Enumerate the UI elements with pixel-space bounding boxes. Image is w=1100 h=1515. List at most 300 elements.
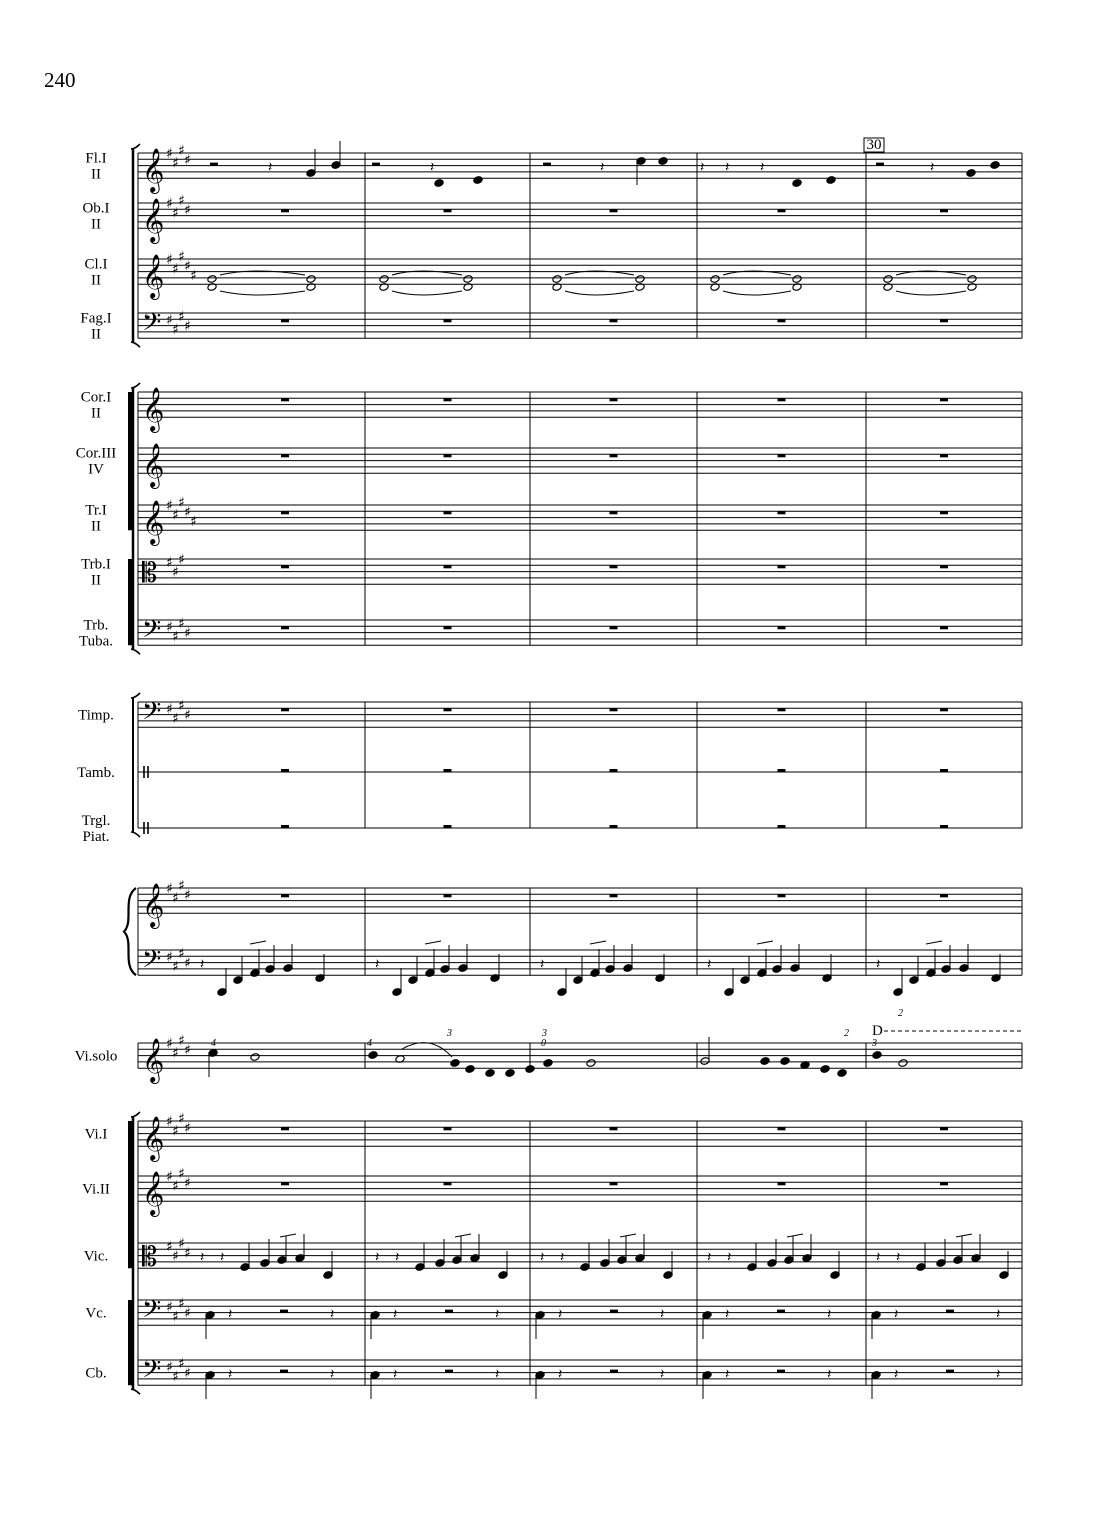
instrument-label-trb12-sub: II bbox=[91, 572, 101, 589]
note-head bbox=[967, 275, 977, 284]
measure-rest bbox=[940, 894, 948, 897]
key-signature-sharp: ♯ bbox=[172, 1248, 179, 1265]
fingering: 4 bbox=[211, 1038, 216, 1049]
measure-rest bbox=[610, 769, 618, 772]
measure-rest bbox=[444, 511, 452, 514]
half-rest bbox=[280, 1370, 288, 1373]
key-signature-sharp: ♯ bbox=[178, 1236, 185, 1252]
note-head bbox=[780, 1057, 790, 1066]
treble-clef: 𝄞 bbox=[142, 254, 165, 298]
quarter-rest: 𝄽 bbox=[827, 1306, 832, 1323]
key-signature-sharp: ♯ bbox=[184, 1120, 191, 1137]
key-signature-sharp: ♯ bbox=[166, 555, 173, 572]
key-signature-sharp: ♯ bbox=[184, 318, 191, 335]
treble-clef: 𝄞 bbox=[142, 443, 165, 487]
key-signature-sharp: ♯ bbox=[166, 701, 173, 718]
measure-rest bbox=[778, 565, 786, 568]
bracket-hook bbox=[131, 649, 140, 654]
measure-rest bbox=[940, 511, 948, 514]
staves bbox=[138, 153, 1022, 1385]
key-signature-sharp: ♯ bbox=[172, 890, 179, 907]
instrument-label-cl: Cl.I bbox=[84, 256, 108, 273]
piano-brace bbox=[124, 888, 136, 975]
key-signature-sharp: ♯ bbox=[166, 252, 173, 268]
half-rest bbox=[777, 1310, 785, 1313]
quarter-rest: 𝄽 bbox=[393, 1306, 398, 1323]
key-signature-sharp: ♯ bbox=[184, 1042, 191, 1059]
instrument-label-timp: Timp. bbox=[78, 707, 114, 724]
note-head bbox=[883, 275, 893, 284]
measure-rest bbox=[940, 454, 948, 457]
key-signature-sharp: ♯ bbox=[172, 1045, 179, 1062]
treble-clef: 𝄞 bbox=[142, 500, 165, 544]
key-signature-sharp: ♯ bbox=[178, 142, 185, 159]
key-signature-sharp: ♯ bbox=[178, 1165, 185, 1182]
quarter-rest: 𝄽 bbox=[495, 1306, 500, 1323]
clefs-and-key-signatures bbox=[142, 143, 197, 1390]
tie bbox=[220, 291, 305, 295]
note-head bbox=[434, 179, 444, 188]
measure-rest bbox=[281, 319, 289, 322]
instrument-label-vla: Vic. bbox=[83, 1248, 109, 1265]
instrument-label-ob: Ob.I bbox=[82, 200, 110, 217]
key-signature-sharp: ♯ bbox=[166, 949, 173, 966]
measure-rest bbox=[778, 1127, 786, 1130]
measure-rest bbox=[778, 825, 786, 828]
key-signature-sharp: ♯ bbox=[178, 192, 185, 209]
fingering: 3 bbox=[542, 1028, 547, 1039]
instrument-label-vc: Vc. bbox=[85, 1305, 107, 1322]
key-signature-sharp: ♯ bbox=[172, 1123, 179, 1140]
tenuto-mark bbox=[926, 941, 942, 944]
instrument-label-cb: Cb. bbox=[85, 1365, 107, 1382]
quarter-rest: 𝄽 bbox=[560, 1249, 565, 1266]
bracket-hook bbox=[131, 832, 140, 837]
treble-clef: 𝄞 bbox=[142, 198, 165, 242]
key-signature-sharp: ♯ bbox=[166, 498, 173, 514]
quarter-rest: 𝄽 bbox=[930, 159, 935, 176]
note-head bbox=[463, 275, 473, 284]
quarter-rest: 𝄽 bbox=[660, 1306, 665, 1323]
key-signature-sharp: ♯ bbox=[190, 267, 197, 284]
fingering: 3 bbox=[872, 1038, 877, 1049]
key-signature-sharp: ♯ bbox=[166, 619, 173, 636]
measure-rest bbox=[778, 209, 786, 212]
measure-rest bbox=[444, 1127, 452, 1130]
quarter-rest: 𝄽 bbox=[200, 956, 205, 973]
key-signature-sharp: ♯ bbox=[172, 1368, 179, 1385]
note-head bbox=[635, 275, 645, 284]
treble-clef: 𝄞 bbox=[142, 883, 165, 927]
instrument-label-vl2: Vi.II bbox=[82, 1181, 110, 1198]
key-signature-sharp: ♯ bbox=[178, 552, 185, 568]
half-rest bbox=[280, 1310, 288, 1313]
key-signature-sharp: ♯ bbox=[178, 1110, 185, 1127]
measure-rest bbox=[281, 708, 289, 711]
measure-rest bbox=[940, 319, 948, 322]
key-signature-sharp: ♯ bbox=[178, 946, 185, 963]
instrument-label-trgl: Trgl. bbox=[81, 813, 111, 829]
quarter-rest: 𝄽 bbox=[268, 159, 273, 176]
key-signature-sharp: ♯ bbox=[172, 564, 179, 581]
measure-rest bbox=[778, 398, 786, 401]
fingering: 4 bbox=[367, 1038, 372, 1049]
measure-rest bbox=[610, 708, 618, 711]
measure-rest bbox=[610, 626, 618, 629]
bracket-hook bbox=[131, 693, 140, 698]
note-head bbox=[465, 1065, 475, 1074]
key-signature-sharp: ♯ bbox=[178, 1356, 185, 1373]
measure-rest bbox=[610, 565, 618, 568]
key-signature-sharp: ♯ bbox=[166, 1359, 173, 1376]
measure-rest bbox=[610, 1182, 618, 1185]
quarter-rest: 𝄽 bbox=[375, 1249, 380, 1266]
quarter-rest: 𝄽 bbox=[707, 956, 712, 973]
measure-rest bbox=[444, 1182, 452, 1185]
measure-rest bbox=[281, 1182, 289, 1185]
half-rest bbox=[543, 163, 551, 166]
measure-rest bbox=[940, 708, 948, 711]
note-head bbox=[485, 1069, 495, 1078]
key-signature-sharp: ♯ bbox=[184, 955, 191, 972]
key-signature-sharp: ♯ bbox=[190, 513, 197, 530]
key-signature-sharp: ♯ bbox=[184, 202, 191, 219]
measure-rest bbox=[940, 626, 948, 629]
treble-clef: 𝄞 bbox=[142, 387, 165, 431]
note-head bbox=[306, 275, 316, 284]
instrument-label-cor12-sub: II bbox=[91, 405, 101, 422]
string-indication: D bbox=[872, 1023, 883, 1039]
measure-rests bbox=[200, 160, 1000, 1383]
instrument-label-tr: Tr.I bbox=[85, 502, 107, 519]
half-rest bbox=[445, 1310, 453, 1313]
quarter-rest: 𝄽 bbox=[558, 1366, 563, 1383]
key-signature-sharp: ♯ bbox=[172, 321, 179, 338]
key-signature-sharp: ♯ bbox=[184, 887, 191, 904]
measure-rest bbox=[444, 454, 452, 457]
alto-clef: 𝄡 bbox=[142, 1242, 158, 1273]
measure-rest bbox=[444, 626, 452, 629]
measure-rest bbox=[444, 565, 452, 568]
key-signature-sharp: ♯ bbox=[178, 1296, 185, 1313]
key-signature-sharp: ♯ bbox=[184, 1305, 191, 1322]
instrument-label-vl1: Vi.I bbox=[84, 1126, 108, 1143]
measure-rest bbox=[444, 894, 452, 897]
note-head bbox=[379, 275, 389, 284]
key-signature-sharp: ♯ bbox=[166, 1299, 173, 1316]
performance-marks bbox=[211, 137, 1022, 1237]
measure-rest bbox=[281, 825, 289, 828]
tenuto-mark bbox=[280, 1234, 296, 1237]
measure-rest bbox=[610, 511, 618, 514]
quarter-rest: 𝄽 bbox=[876, 1249, 881, 1266]
note-head bbox=[826, 176, 836, 185]
quarter-rest: 𝄽 bbox=[660, 1366, 665, 1383]
key-signature-sharp: ♯ bbox=[178, 877, 185, 894]
quarter-rest: 𝄽 bbox=[430, 159, 435, 176]
key-signature-sharp: ♯ bbox=[166, 1114, 173, 1130]
key-signature-sharp: ♯ bbox=[166, 1169, 173, 1185]
quarter-rest: 𝄽 bbox=[896, 1249, 901, 1266]
measure-rest bbox=[281, 454, 289, 457]
quarter-rest: 𝄽 bbox=[707, 1249, 712, 1266]
instrument-label-cl-sub: II bbox=[91, 272, 101, 289]
key-signature-sharp: ♯ bbox=[172, 1178, 179, 1195]
key-signature-sharp: ♯ bbox=[178, 248, 185, 265]
measure-rest bbox=[610, 825, 618, 828]
key-signature-sharp: ♯ bbox=[172, 628, 179, 645]
notes bbox=[205, 141, 1009, 1399]
tenuto-mark bbox=[757, 941, 773, 944]
instrument-label-fl-sub: II bbox=[91, 166, 101, 183]
quarter-rest: 𝄽 bbox=[395, 1249, 400, 1266]
bass-clef: 𝄢 bbox=[142, 1295, 162, 1330]
key-signature-sharp: ♯ bbox=[172, 958, 179, 975]
note-head bbox=[658, 157, 668, 166]
measure-rest bbox=[778, 769, 786, 772]
quarter-rest: 𝄽 bbox=[725, 159, 730, 176]
quarter-rest: 𝄽 bbox=[220, 1249, 225, 1266]
key-signature-sharp: ♯ bbox=[172, 155, 179, 172]
key-signature-sharp: ♯ bbox=[166, 1036, 173, 1052]
half-rest bbox=[610, 1370, 618, 1373]
note-head bbox=[250, 1053, 260, 1062]
measure-rest bbox=[940, 1182, 948, 1185]
note-head bbox=[543, 1059, 553, 1068]
instrument-label-trgl-sub: Piat. bbox=[82, 829, 110, 845]
quarter-rest: 𝄽 bbox=[540, 1249, 545, 1266]
measure-rest bbox=[778, 454, 786, 457]
measure-rest bbox=[610, 398, 618, 401]
key-signature-sharp: ♯ bbox=[178, 698, 185, 715]
measure-rest bbox=[281, 565, 289, 568]
measure-rest bbox=[281, 398, 289, 401]
measure-rest bbox=[281, 1127, 289, 1130]
tie bbox=[392, 291, 462, 295]
bracket-hook bbox=[131, 1112, 140, 1117]
quarter-rest: 𝄽 bbox=[495, 1366, 500, 1383]
key-signature-sharp: ♯ bbox=[166, 881, 173, 897]
half-rest bbox=[777, 1370, 785, 1373]
quarter-rest: 𝄽 bbox=[760, 159, 765, 176]
quarter-rest: 𝄽 bbox=[228, 1366, 233, 1383]
tenuto-mark bbox=[455, 1234, 471, 1237]
tie bbox=[723, 291, 791, 295]
note-head bbox=[505, 1069, 515, 1078]
measure-rest bbox=[281, 209, 289, 212]
note-head bbox=[898, 1059, 908, 1068]
bass-clef: 𝄢 bbox=[142, 615, 162, 650]
measure-rest bbox=[778, 894, 786, 897]
measure-rest bbox=[940, 398, 948, 401]
instrument-label-tr-sub: II bbox=[91, 518, 101, 535]
half-rest bbox=[946, 1370, 954, 1373]
note-head bbox=[990, 161, 1000, 170]
measure-rest bbox=[778, 511, 786, 514]
key-signature-sharp: ♯ bbox=[178, 1032, 185, 1049]
key-signature-sharp: ♯ bbox=[184, 707, 191, 724]
quarter-rest: 𝄽 bbox=[330, 1366, 335, 1383]
key-signature-sharp: ♯ bbox=[166, 1239, 173, 1256]
key-signature-sharp: ♯ bbox=[184, 152, 191, 169]
quarter-rest: 𝄽 bbox=[876, 956, 881, 973]
half-rest bbox=[610, 1310, 618, 1313]
measure-rest bbox=[940, 209, 948, 212]
tenuto-mark bbox=[250, 941, 266, 944]
half-rest bbox=[876, 163, 884, 166]
quarter-rest: 𝄽 bbox=[996, 1306, 1001, 1323]
fingering: 2 bbox=[898, 1008, 903, 1019]
measure-rest bbox=[281, 511, 289, 514]
note-head bbox=[207, 275, 217, 284]
quarter-rest: 𝄽 bbox=[540, 956, 545, 973]
page-number: 240 bbox=[44, 68, 76, 92]
key-signature-sharp: ♯ bbox=[172, 507, 179, 524]
measure-rest bbox=[610, 1127, 618, 1130]
half-rest bbox=[946, 1310, 954, 1313]
key-signature-sharp: ♯ bbox=[172, 1308, 179, 1325]
quarter-rest: 𝄽 bbox=[600, 159, 605, 176]
key-signature-sharp: ♯ bbox=[178, 494, 185, 511]
quarter-rest: 𝄽 bbox=[200, 1249, 205, 1266]
tenuto-mark bbox=[956, 1234, 972, 1237]
note-head bbox=[792, 275, 802, 284]
tie bbox=[896, 291, 966, 295]
measure-rest bbox=[610, 894, 618, 897]
quarter-rest: 𝄽 bbox=[375, 956, 380, 973]
measure-rest bbox=[778, 1182, 786, 1185]
measure-rest bbox=[444, 319, 452, 322]
key-signature-sharp: ♯ bbox=[184, 504, 191, 521]
measure-rest bbox=[940, 565, 948, 568]
quarter-rest: 𝄽 bbox=[827, 1366, 832, 1383]
key-signature-sharp: ♯ bbox=[166, 146, 173, 162]
bass-clef: 𝄢 bbox=[142, 1355, 162, 1390]
treble-clef: 𝄞 bbox=[142, 1171, 165, 1215]
open-string: 0 bbox=[541, 1038, 546, 1049]
key-signature-sharp: ♯ bbox=[172, 710, 179, 727]
note-head bbox=[872, 1051, 882, 1060]
instrument-label-ob-sub: II bbox=[91, 216, 101, 233]
quarter-rest: 𝄽 bbox=[727, 1249, 732, 1266]
instrument-label-fag-sub: II bbox=[91, 326, 101, 343]
instrument-label-cor34: Cor.III bbox=[75, 445, 117, 462]
treble-clef: 𝄞 bbox=[142, 1116, 165, 1160]
key-signature-sharp: ♯ bbox=[172, 205, 179, 222]
bass-clef: 𝄢 bbox=[142, 697, 162, 732]
measure-rest bbox=[444, 398, 452, 401]
measure-rest bbox=[444, 769, 452, 772]
measure-rest bbox=[940, 825, 948, 828]
note-head bbox=[760, 1057, 770, 1066]
measure-rest bbox=[610, 319, 618, 322]
quarter-rest: 𝄽 bbox=[228, 1306, 233, 1323]
note-head bbox=[450, 1059, 460, 1068]
bracket-hook bbox=[131, 144, 140, 149]
key-signature-sharp: ♯ bbox=[184, 625, 191, 642]
measure-rest bbox=[444, 209, 452, 212]
instrument-label-trbtuba-sub: Tuba. bbox=[78, 633, 114, 650]
tenuto-mark bbox=[620, 1234, 636, 1237]
treble-clef: 𝄞 bbox=[142, 1038, 165, 1082]
key-signature-sharp: ♯ bbox=[178, 616, 185, 633]
bracket-hook bbox=[131, 1389, 140, 1394]
measure-rest bbox=[940, 1127, 948, 1130]
key-signature-sharp: ♯ bbox=[178, 309, 185, 326]
key-signature-sharp: ♯ bbox=[166, 312, 173, 329]
note-head bbox=[552, 275, 562, 284]
instrument-label-vlsolo: Vi.solo bbox=[74, 1048, 118, 1065]
rehearsal-mark-number: 30 bbox=[866, 137, 882, 153]
bracket-hook bbox=[131, 342, 140, 347]
instrument-label-tamb: Tamb. bbox=[77, 765, 115, 781]
key-signature-sharp: ♯ bbox=[184, 1175, 191, 1192]
measure-rest bbox=[610, 454, 618, 457]
note-head bbox=[966, 169, 976, 178]
half-rest bbox=[372, 163, 380, 166]
quarter-rest: 𝄽 bbox=[894, 1366, 899, 1383]
note-head bbox=[525, 1065, 535, 1074]
quarter-rest: 𝄽 bbox=[725, 1306, 730, 1323]
note-head bbox=[837, 1069, 847, 1078]
key-signature-sharp: ♯ bbox=[184, 1245, 191, 1262]
treble-clef: 𝄞 bbox=[142, 148, 165, 192]
measure-rest bbox=[281, 626, 289, 629]
tie bbox=[565, 291, 634, 295]
quarter-rest: 𝄽 bbox=[330, 1306, 335, 1323]
key-signature-sharp: ♯ bbox=[166, 196, 173, 212]
note-head bbox=[820, 1065, 830, 1074]
tenuto-mark bbox=[590, 941, 606, 944]
key-signature-sharp: ♯ bbox=[184, 258, 191, 275]
key-signature-sharp: ♯ bbox=[184, 1365, 191, 1382]
bracket-hook bbox=[131, 383, 140, 388]
tenuto-mark bbox=[787, 1234, 803, 1237]
quarter-rest: 𝄽 bbox=[996, 1366, 1001, 1383]
key-signature-sharp: ♯ bbox=[172, 261, 179, 278]
measure-rest bbox=[778, 319, 786, 322]
instrument-label-fag: Fag.I bbox=[80, 310, 112, 327]
note-head bbox=[586, 1059, 596, 1068]
fingering: 3 bbox=[447, 1028, 452, 1039]
tenuto-mark bbox=[425, 941, 441, 944]
half-rest bbox=[445, 1370, 453, 1373]
half-rest bbox=[210, 163, 218, 166]
quarter-rest: 𝄽 bbox=[894, 1306, 899, 1323]
measure-rest bbox=[778, 708, 786, 711]
quarter-rest: 𝄽 bbox=[700, 159, 705, 176]
quarter-rest: 𝄽 bbox=[558, 1306, 563, 1323]
note-head bbox=[473, 176, 483, 185]
instrument-label-fl: Fl.I bbox=[85, 150, 107, 167]
measure-rest bbox=[940, 769, 948, 772]
measure-rest bbox=[610, 209, 618, 212]
instrument-label-trbtuba: Trb. bbox=[83, 617, 109, 634]
bass-clef: 𝄢 bbox=[142, 945, 162, 980]
bass-clef: 𝄢 bbox=[142, 308, 162, 343]
note-head bbox=[710, 275, 720, 284]
measure-rest bbox=[444, 825, 452, 828]
note-head bbox=[792, 179, 802, 188]
instrument-label-trb12: Trb.I bbox=[81, 556, 111, 573]
instrument-labels bbox=[75, 151, 118, 1382]
measure-rest bbox=[778, 626, 786, 629]
fingering: 2 bbox=[844, 1028, 849, 1039]
measure-rest bbox=[444, 708, 452, 711]
instrument-label-cor12: Cor.I bbox=[80, 389, 112, 406]
alto-clef: 𝄡 bbox=[142, 558, 158, 589]
note-head bbox=[368, 1051, 378, 1060]
